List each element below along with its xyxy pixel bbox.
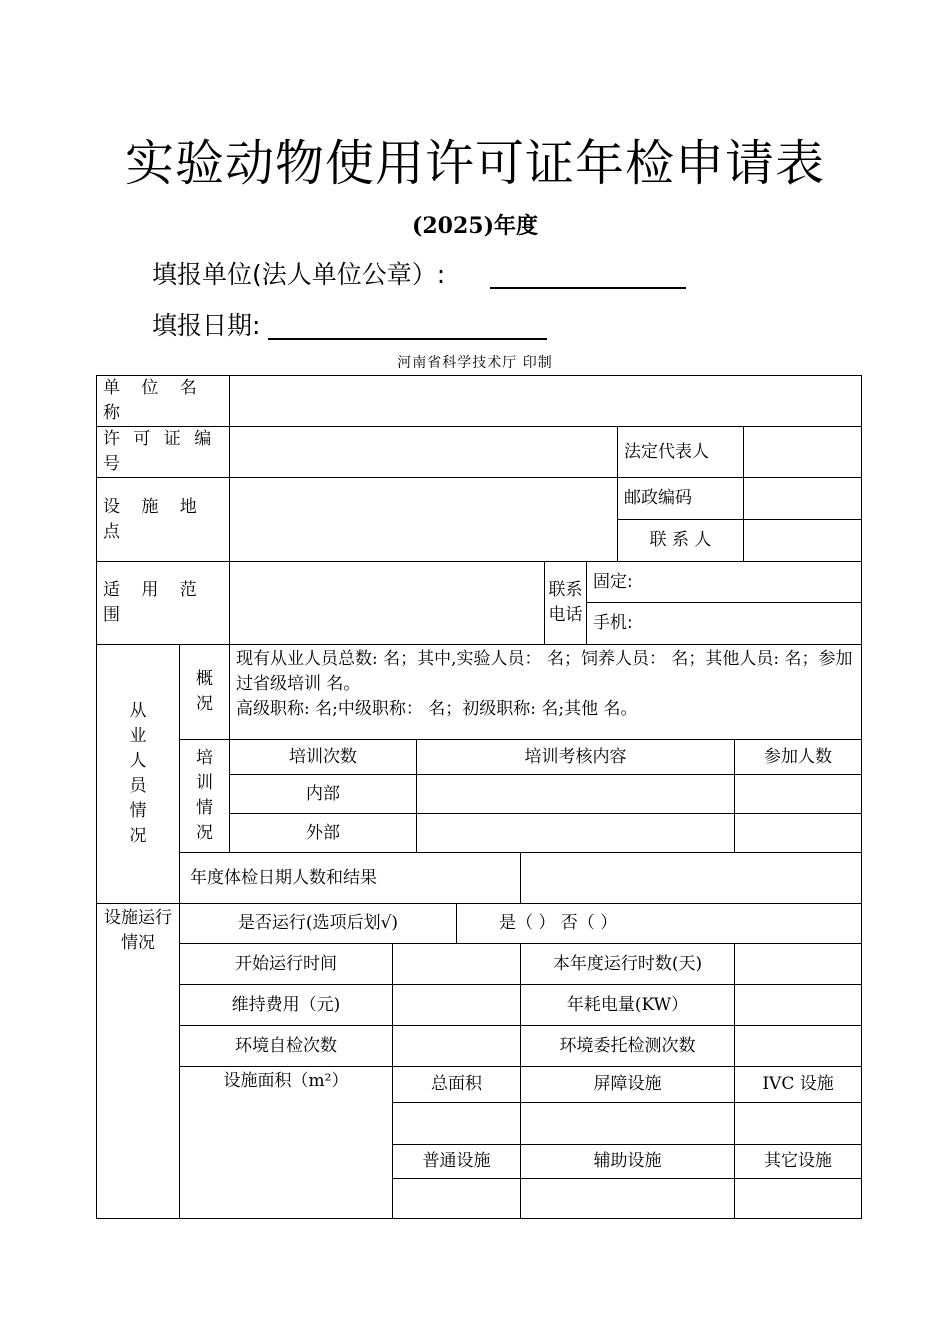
printer-note: 河南省科学技术厅 印制 bbox=[397, 355, 553, 371]
application-form-table bbox=[96, 375, 862, 1219]
fill-unit-label: 填报单位(法人单位公章）: bbox=[152, 260, 446, 289]
fill-unit-line[interactable] bbox=[490, 287, 686, 289]
facility-location-field[interactable] bbox=[230, 478, 618, 562]
self-check-label: 环境自检次数 bbox=[180, 1026, 393, 1067]
area-auxiliary-field[interactable] bbox=[521, 1179, 735, 1219]
legal-rep-field[interactable] bbox=[744, 427, 862, 478]
legal-rep-label: 法定代表人 bbox=[618, 427, 744, 478]
annual-days-label: 本年度运行时数(天) bbox=[521, 944, 735, 985]
maintenance-cost-label: 维持费用（元) bbox=[180, 985, 393, 1026]
unit-name-field[interactable] bbox=[230, 376, 862, 427]
area-header-other: 其它设施 bbox=[735, 1145, 862, 1179]
physical-exam-field[interactable] bbox=[521, 853, 862, 904]
training-internal-people[interactable] bbox=[735, 775, 862, 814]
training-label: 培训情况 bbox=[180, 740, 230, 853]
area-header-auxiliary: 辅助设施 bbox=[521, 1145, 735, 1179]
entrusted-check-field[interactable] bbox=[735, 1026, 862, 1067]
area-ivc-field[interactable] bbox=[735, 1103, 862, 1145]
running-question: 是否运行(选项后划√) bbox=[180, 904, 457, 944]
area-label: 设施面积（m²） bbox=[180, 1067, 393, 1219]
area-header-ivc: IVC 设施 bbox=[735, 1067, 862, 1103]
start-time-field[interactable] bbox=[393, 944, 521, 985]
training-header-people: 参加人数 bbox=[735, 740, 862, 775]
postal-code-field[interactable] bbox=[744, 478, 862, 520]
license-no-field[interactable] bbox=[230, 427, 618, 478]
facility-section-label: 设施运行情况 bbox=[97, 904, 180, 1219]
start-time-label: 开始运行时间 bbox=[180, 944, 393, 985]
training-external-people[interactable] bbox=[735, 814, 862, 853]
area-barrier-field[interactable] bbox=[521, 1103, 735, 1145]
contact-phone-label: 联系电话 bbox=[545, 562, 587, 645]
training-header-content: 培训考核内容 bbox=[417, 740, 735, 775]
annual-power-label: 年耗电量(KW） bbox=[521, 985, 735, 1026]
entrusted-check-label: 环境委托检测次数 bbox=[521, 1026, 735, 1067]
training-external-content[interactable] bbox=[417, 814, 735, 853]
contact-person-label: 联 系 人 bbox=[618, 520, 744, 562]
landline-field[interactable]: 固定: bbox=[587, 562, 862, 603]
area-ordinary-field[interactable] bbox=[393, 1179, 521, 1219]
postal-code-label: 邮政编码 bbox=[618, 478, 744, 520]
unit-name-label: 单 位 名 称 bbox=[97, 376, 230, 427]
contact-person-field[interactable] bbox=[744, 520, 862, 562]
scope-field[interactable] bbox=[230, 562, 545, 645]
staff-section-label: 从业人员情况 bbox=[97, 645, 180, 904]
form-year: (2025)年度 bbox=[411, 213, 539, 239]
scope-label: 适 用 范 围 bbox=[97, 562, 230, 645]
training-header-count: 培训次数 bbox=[230, 740, 417, 775]
area-total-field[interactable] bbox=[393, 1103, 521, 1145]
self-check-field[interactable] bbox=[393, 1026, 521, 1067]
area-other-field[interactable] bbox=[735, 1179, 862, 1219]
overview-text: 现有从业人员总数: 名；其中,实验人员： 名；饲养人员： 名；其他人员: 名；参加过省级培训 名。 bbox=[236, 649, 853, 694]
license-no-label: 许 可 证 编 号 bbox=[97, 427, 230, 478]
area-header-ordinary: 普通设施 bbox=[393, 1145, 521, 1179]
area-header-barrier: 屏障设施 bbox=[521, 1067, 735, 1103]
physical-exam-label: 年度体检日期人数和结果 bbox=[180, 853, 521, 904]
mobile-field[interactable]: 手机: bbox=[587, 603, 862, 645]
facility-location-label: 设 施 地 点 bbox=[97, 478, 230, 562]
training-row-external: 外部 bbox=[230, 814, 417, 853]
overview-label: 概况 bbox=[180, 645, 230, 740]
training-row-internal: 内部 bbox=[230, 775, 417, 814]
annual-days-field[interactable] bbox=[735, 944, 862, 985]
maintenance-cost-field[interactable] bbox=[393, 985, 521, 1026]
overview-text-2: 高级职称: 名;中级职称： 名；初级职称: 名;其他 名。 bbox=[236, 699, 638, 719]
annual-power-field[interactable] bbox=[735, 985, 862, 1026]
fill-date-label: 填报日期: bbox=[152, 311, 261, 340]
form-title: 实验动物使用许可证年检申请表 bbox=[124, 135, 825, 192]
training-internal-content[interactable] bbox=[417, 775, 735, 814]
running-options[interactable]: 是（ ） 否（ ） bbox=[457, 904, 862, 944]
area-header-total: 总面积 bbox=[393, 1067, 521, 1103]
fill-date-line[interactable] bbox=[268, 338, 547, 340]
